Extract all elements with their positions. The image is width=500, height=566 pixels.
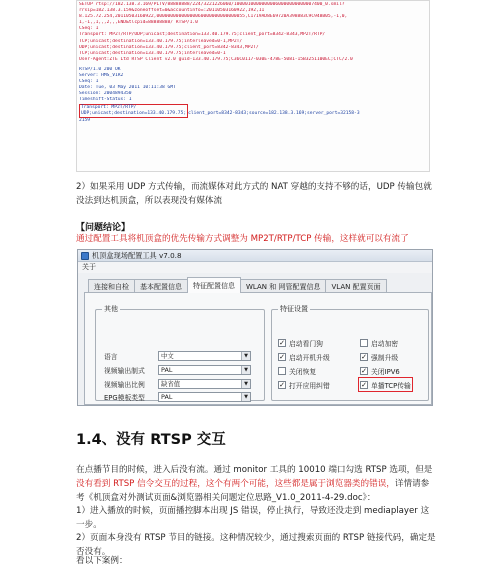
chevron-down-icon[interactable]: ▼ bbox=[241, 352, 250, 360]
field-aspect-ratio bbox=[104, 378, 251, 389]
config-tool-window bbox=[77, 249, 433, 406]
tab-feature-config[interactable]: 特征配置信息 bbox=[187, 277, 241, 293]
language-select[interactable] bbox=[158, 351, 251, 361]
log-transport-highlight bbox=[79, 104, 427, 118]
log-line: Transport: MP2T/RTP/UDP;unicast;destination=133.40.179.75;client_port=8342-8343,MP2T/RTP/ bbox=[79, 32, 326, 38]
log-line: 2159 bbox=[79, 117, 91, 123]
group-feature-settings bbox=[271, 305, 429, 401]
para-text: 详情请参考《机顶盒对外测试页面&浏览器相关问题定位思路_V1.0_2011-4-29.doc》： bbox=[76, 479, 430, 503]
chevron-down-icon[interactable]: ▼ bbox=[241, 393, 250, 401]
checkbox-disable-ipv6[interactable] bbox=[360, 365, 400, 376]
log-line: SETUP rtsp://182.138.3.169/PLTV/88888888/224/3221226060/10000100000000060000000000007400_0.smil? bbox=[79, 2, 345, 7]
log-line: TCP;unicast;destination=133.40.179.75;interleaved=0-1 bbox=[79, 50, 226, 56]
highlighted-transport bbox=[79, 104, 188, 118]
checkbox-label: 启动加密 bbox=[371, 339, 399, 348]
checkbox-box[interactable]: ✓ bbox=[361, 380, 367, 389]
select-value: PAL bbox=[161, 365, 173, 374]
checkbox-unicast-tcp[interactable] bbox=[360, 379, 411, 390]
log-line: UDP;unicast;destination=133.40.179.75; bbox=[81, 110, 187, 116]
checkbox-label: 单播TCP传输 bbox=[371, 381, 411, 390]
field-video-standard bbox=[104, 364, 251, 375]
checkbox-app-error-correction[interactable] bbox=[278, 379, 330, 390]
log-line: Date: Tue, 03 May 2011 10:11:38 GMT bbox=[79, 85, 176, 91]
log-line: CSeq: 1 bbox=[79, 79, 99, 85]
tab-panel bbox=[84, 292, 432, 405]
menu-about[interactable]: 关于 bbox=[82, 263, 96, 271]
epg-template-select[interactable] bbox=[158, 392, 251, 402]
group-other bbox=[95, 305, 265, 402]
log-line: UDP;unicast;destination=133.40.179.75;client_port=8342-8343,MP2T/ bbox=[79, 44, 259, 50]
app-icon bbox=[81, 252, 89, 260]
video-standard-select[interactable] bbox=[158, 365, 251, 375]
para-text-red: 没有看到 RTSP 信令交互的过程，这个有两个可能，这些都是属于浏览器类的错误， bbox=[76, 479, 395, 489]
group-title-features: 特征设置 bbox=[280, 305, 308, 313]
log-line: Session: 2004894350 bbox=[79, 91, 132, 97]
select-value: 缺省值 bbox=[161, 379, 181, 388]
log-line: RTSP/1.0 200 OK bbox=[79, 66, 121, 72]
log-line: Timeshift-Status: 1 bbox=[79, 97, 132, 103]
checkbox-box[interactable]: ✓ bbox=[361, 366, 367, 375]
checkbox-box[interactable]: ✓ bbox=[361, 352, 367, 361]
checkbox-label: 关闭恢复 bbox=[289, 367, 317, 376]
log-line-tail: client_port=8342-8343;source=182.138.3.169;server_port=32158-3 bbox=[188, 110, 360, 116]
checkbox-force-upgrade[interactable] bbox=[360, 351, 398, 362]
udp-explanation: 2）如果采用 UDP 方式传输，而流媒体对此方式的 NAT 穿越的支持不够的话，UDP 传输包就没法到达机顶盒，所以表现没有媒体流 bbox=[76, 182, 432, 206]
conclusion-text: 通过配置工具将机顶盒的优先传输方式调整为 MP2T/RTP/TCP 传输，这样就可以有流了 bbox=[76, 234, 409, 244]
select-value: 中文 bbox=[161, 351, 174, 360]
log-line: 8.125.72.254,20110503160922,00000000000000060000000000000055,C1719AD8E69720A398883C9C948B05,-1,0, bbox=[79, 14, 348, 20]
field-language bbox=[104, 350, 251, 361]
chevron-down-icon[interactable]: ▼ bbox=[241, 366, 250, 374]
checkbox-boot-upgrade[interactable] bbox=[278, 351, 330, 362]
tab-strip bbox=[88, 277, 386, 293]
group-title-other: 其他 bbox=[104, 305, 118, 313]
log-line: Server: HMS_V1R2 bbox=[79, 73, 124, 79]
checkbox-label: 关闭IPV6 bbox=[371, 367, 400, 376]
checkbox-disable-restore[interactable] bbox=[278, 365, 316, 376]
checkbox-watchdog[interactable] bbox=[278, 337, 323, 348]
checkbox-encryption[interactable] bbox=[360, 337, 398, 348]
section-title: 1.4、没有 RTSP 交互 bbox=[76, 432, 226, 448]
checkbox-box[interactable]: ✓ bbox=[279, 338, 285, 347]
rtsp-log-screenshot bbox=[76, 0, 430, 172]
checkbox-box[interactable]: ✓ bbox=[279, 352, 285, 361]
tab-connect-selftest[interactable]: 连接和自检 bbox=[88, 279, 135, 293]
menubar bbox=[78, 262, 432, 273]
para-text: 在点播节目的时候，进入后没有流。通过 monitor 工具的 10010 端口勾选 RTSP 选项，但是 bbox=[76, 465, 433, 475]
window-titlebar[interactable] bbox=[78, 250, 432, 262]
checkbox-box[interactable] bbox=[360, 339, 368, 347]
tab-wlan-netmgmt[interactable]: WLAN 和 网管配置信息 bbox=[240, 279, 326, 293]
checkbox-label: 打开应用纠错 bbox=[289, 381, 330, 390]
field-epg-template bbox=[104, 391, 251, 402]
case-intro: 看以下案例： bbox=[76, 556, 128, 566]
log-line: TCP;unicast;destination=133.40.179.75;interleaved=0-1,MP2T/ bbox=[79, 38, 243, 44]
window-title: 机顶盒现场配置工具 v7.0.8 bbox=[92, 251, 182, 260]
select-value: PAL bbox=[161, 392, 173, 401]
field-label: 视频输出比例 bbox=[104, 380, 145, 389]
checkbox-label: 启动开机升级 bbox=[289, 353, 330, 362]
log-line: 1,-1,,1,,,2,,,END&tlcpid=88888888/ RTSP/1.0 bbox=[79, 20, 198, 26]
log-line: CSeq: 1 bbox=[79, 26, 99, 32]
conclusion-heading: 【问题结论】 bbox=[76, 223, 131, 233]
chevron-down-icon[interactable]: ▼ bbox=[241, 380, 250, 388]
field-label: EPG模板类型 bbox=[104, 393, 145, 402]
checkbox-label: 强制升级 bbox=[371, 353, 399, 362]
cause-2: 2）页面本身没有 RTSP 节目的链接。这种情况较少，通过搜索页面的 RTSP 链接代码，确定是否没有。 bbox=[76, 533, 436, 557]
log-line: rrsip=182.138.3.159&zoneoffset=0&accountinfo=:20110503160922,192,11 bbox=[79, 8, 265, 14]
cause-1: 1）进入播放的时候，页面播控脚本出现 JS 错误，停止执行，导致还没走到 mediaplayer 这一步。 bbox=[76, 506, 430, 530]
section-paragraph bbox=[76, 463, 436, 505]
aspect-ratio-select[interactable] bbox=[158, 379, 251, 389]
checkbox-label: 启动看门狗 bbox=[289, 339, 323, 348]
tab-vlan-config[interactable]: VLAN 配置页面 bbox=[325, 279, 386, 293]
field-label: 语言 bbox=[104, 352, 118, 361]
checkbox-box[interactable]: ✓ bbox=[279, 380, 285, 389]
log-line: Transport: MP2T/RTP/ bbox=[81, 104, 137, 110]
field-label: 视频输出制式 bbox=[104, 366, 145, 375]
tab-basic-config[interactable]: 基本配置信息 bbox=[134, 279, 188, 293]
checkbox-box[interactable] bbox=[278, 367, 286, 375]
log-line: User-Agent:ZTE Ltd RTSP Client v2.0 guid-133.40.179.75;C36C0117-030E-478E-5081-15B3251100EC;CTC/2.0 bbox=[79, 56, 353, 62]
